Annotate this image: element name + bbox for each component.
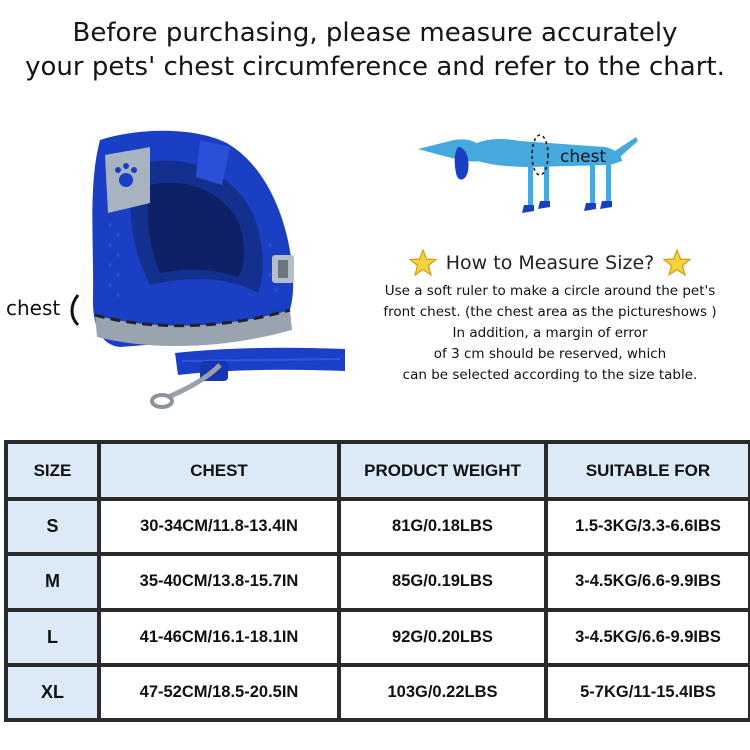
size-chart-table — [4, 440, 750, 722]
harness-image — [0, 125, 360, 425]
how-to-measure-title: How to Measure Size? — [445, 252, 655, 274]
header-suitable-for: SUITABLE FOR — [548, 444, 748, 497]
header-product-weight: PRODUCT WEIGHT — [341, 444, 544, 497]
star-icon — [662, 248, 692, 278]
cell-weight: 92G/0.20LBS — [341, 612, 544, 663]
how-to-measure-line: front chest. (the chest area as the pictureshows ) — [383, 304, 717, 320]
dog-measure-diagram — [410, 125, 640, 225]
table-row — [8, 556, 748, 607]
cell-weight: 103G/0.22LBS — [341, 667, 544, 718]
cell-chest: 35-40CM/13.8-15.7IN — [101, 556, 337, 607]
how-to-measure-line: of 3 cm should be reserved, which — [433, 346, 667, 362]
how-to-measure-line: Use a soft ruler to make a circle around the pet's — [384, 283, 716, 299]
cell-weight: 85G/0.19LBS — [341, 556, 544, 607]
cell-suitable: 3-4.5KG/6.6-9.9IBS — [548, 612, 748, 663]
cell-size: S — [8, 501, 97, 552]
harness-chest-label: chest — [6, 296, 61, 320]
how-to-measure — [350, 243, 750, 386]
table-row — [8, 612, 748, 663]
cell-size: L — [8, 612, 97, 663]
cell-weight: 81G/0.18LBS — [341, 501, 544, 552]
cell-suitable: 5-7KG/11-15.4IBS — [548, 667, 748, 718]
table-row — [8, 667, 748, 718]
cell-suitable: 1.5-3KG/3.3-6.6IBS — [548, 501, 748, 552]
star-icon — [408, 248, 438, 278]
cell-chest: 30-34CM/11.8-13.4IN — [101, 501, 337, 552]
how-to-measure-line: In addition, a margin of error — [452, 325, 648, 341]
cell-chest: 47-52CM/18.5-20.5IN — [101, 667, 337, 718]
dog-chest-label: chest — [560, 147, 607, 167]
headline-line-1: Before purchasing, please measure accurately — [72, 18, 678, 48]
how-to-measure-text — [350, 281, 750, 386]
dog-illustration — [410, 125, 640, 225]
table-row — [8, 501, 748, 552]
headline — [0, 16, 750, 84]
headline-line-2: your pets' chest circumference and refer to the chart. — [25, 52, 725, 82]
how-to-measure-line: can be selected according to the size table. — [402, 367, 698, 383]
how-to-measure-title-row — [350, 243, 750, 283]
table-header-row — [8, 444, 748, 497]
cell-chest: 41-46CM/16.1-18.1IN — [101, 612, 337, 663]
harness-illustration — [0, 125, 360, 425]
cell-size: XL — [8, 667, 97, 718]
header-chest: CHEST — [101, 444, 337, 497]
cell-size: M — [8, 556, 97, 607]
cell-suitable: 3-4.5KG/6.6-9.9IBS — [548, 556, 748, 607]
header-size: SIZE — [8, 444, 97, 497]
